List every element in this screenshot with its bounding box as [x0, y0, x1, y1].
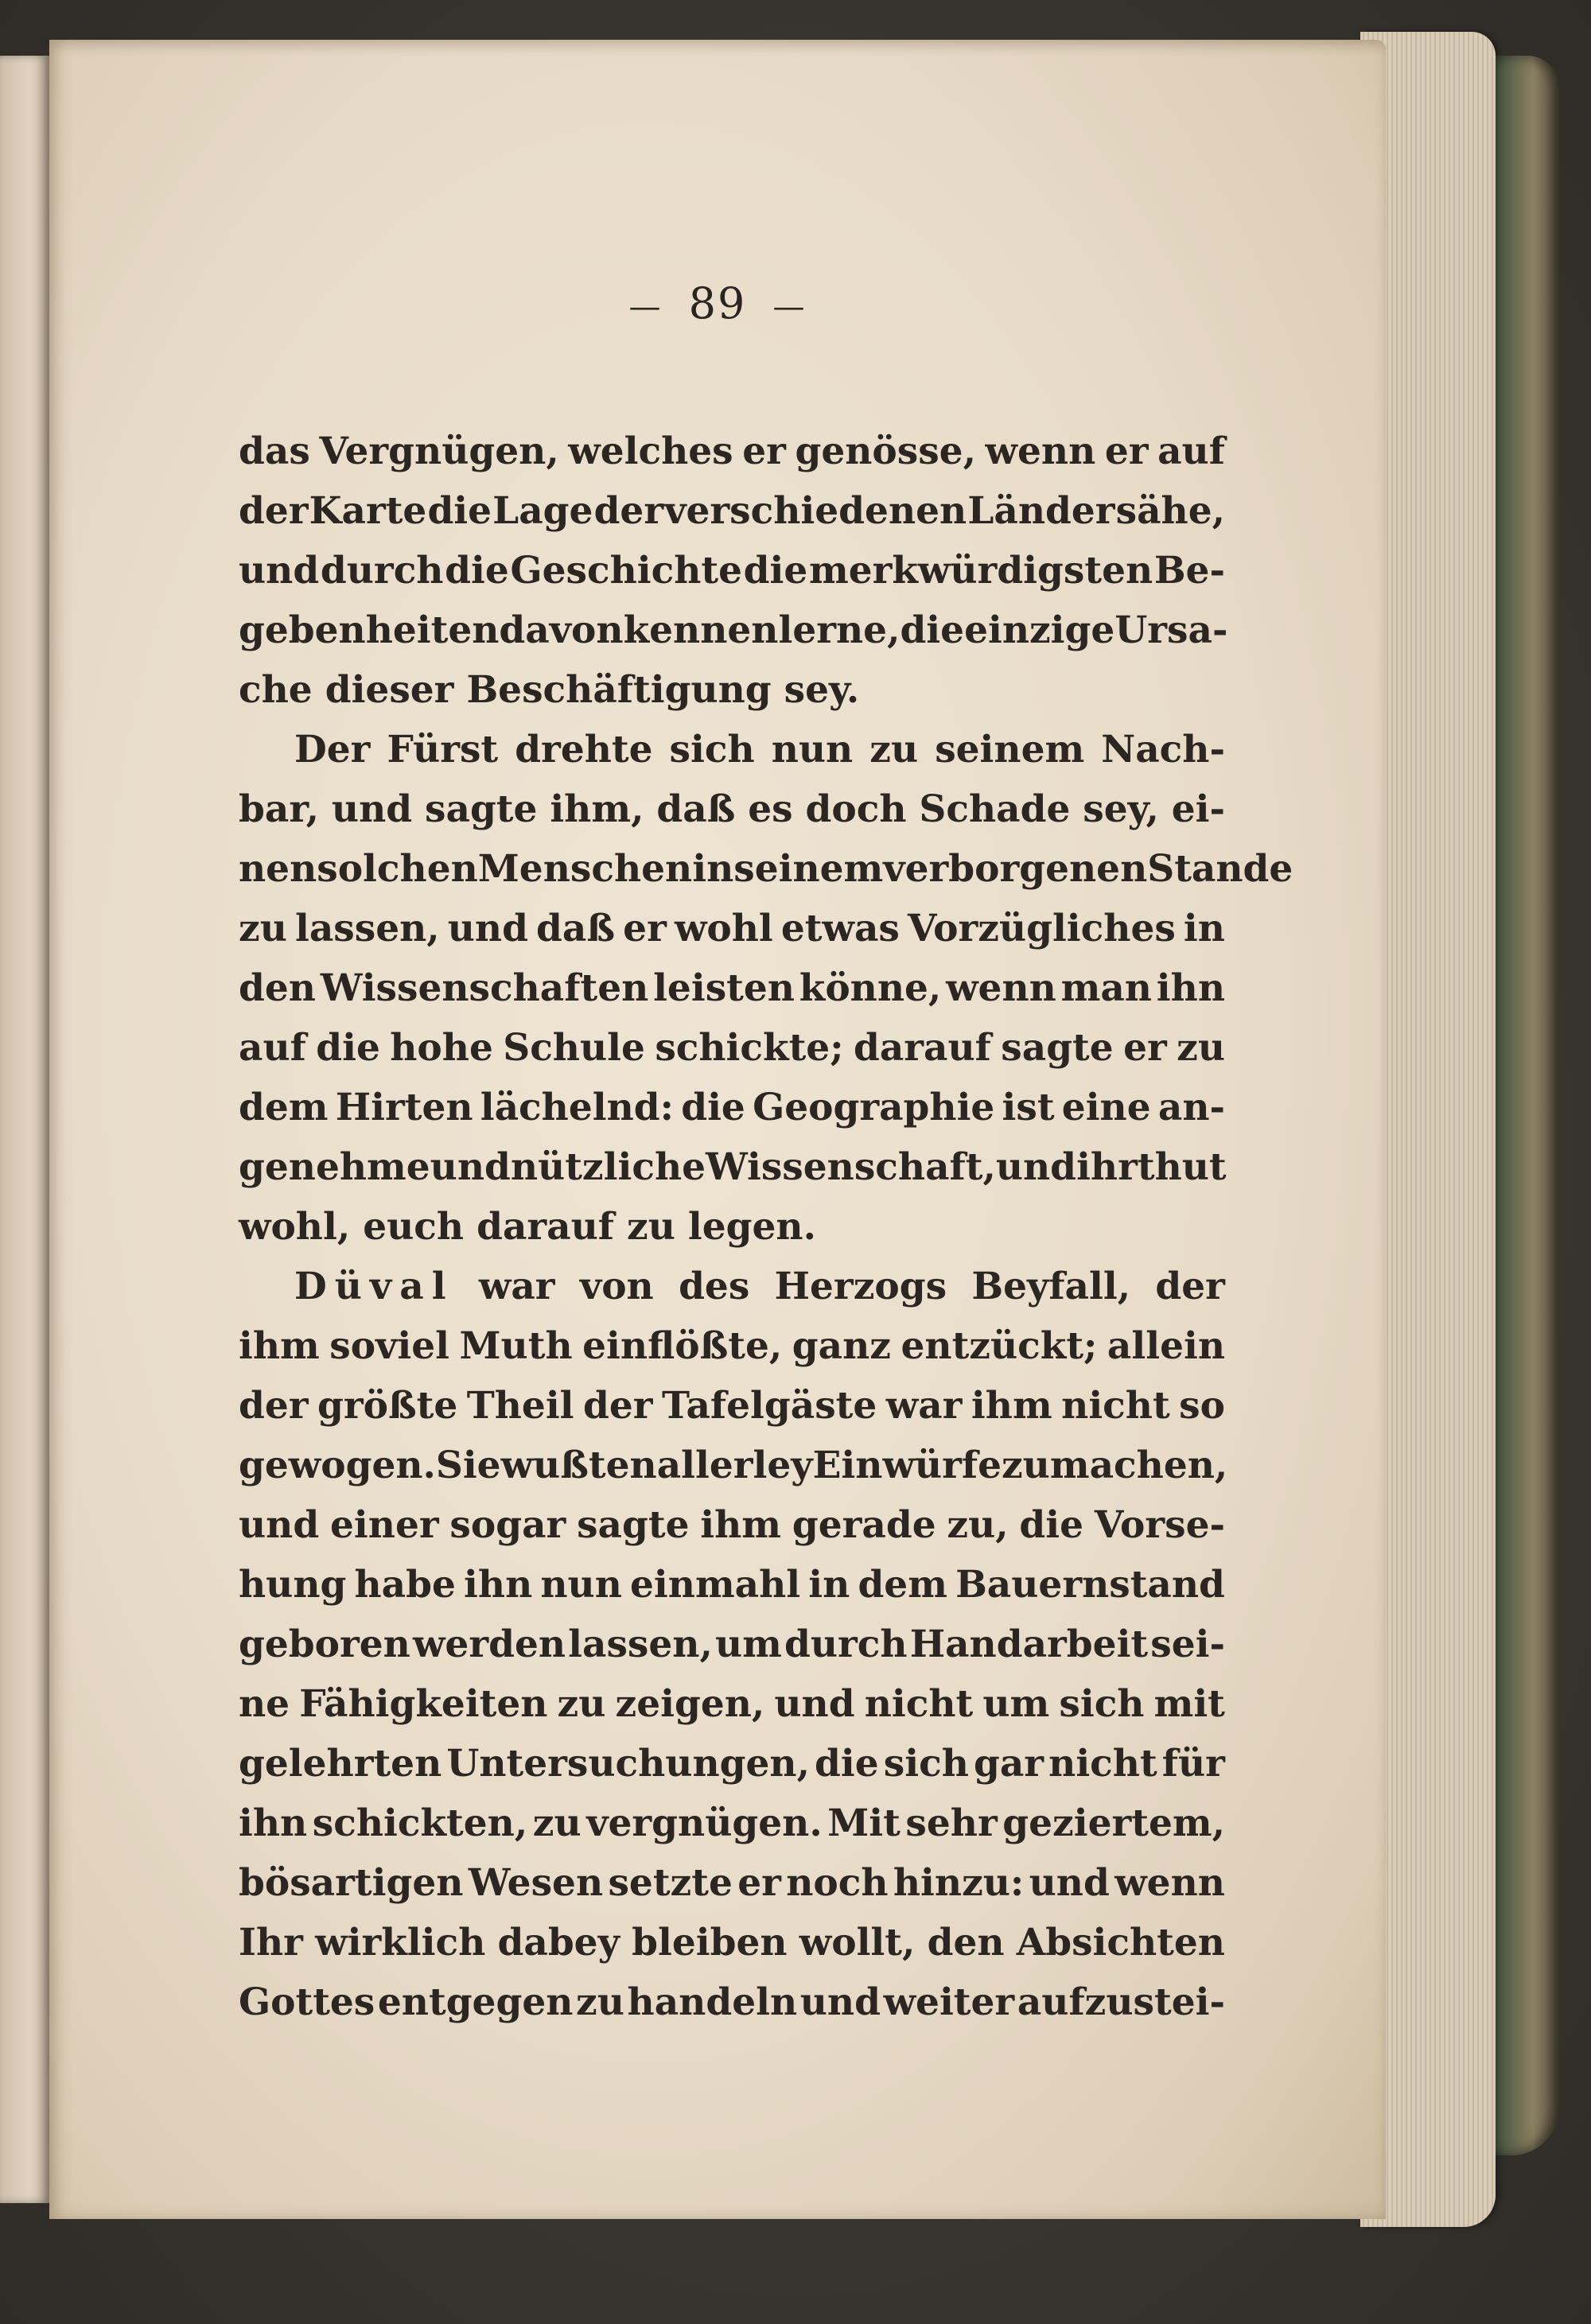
word: Handarbeit [909, 1623, 1149, 1666]
word: bösartigen [239, 1861, 464, 1905]
word: es [748, 787, 793, 831]
word: nicht [1061, 1384, 1170, 1428]
word: davon [499, 608, 624, 652]
text-line [239, 1436, 1228, 1495]
word: Lage [492, 489, 593, 533]
word: Be- [1153, 549, 1225, 593]
word: sagte [577, 1503, 690, 1547]
word: daß [536, 907, 616, 950]
word: entzückt; [901, 1324, 1098, 1368]
word: darauf [477, 1205, 615, 1249]
word: lächelnd: [480, 1086, 674, 1129]
word: einmahl [630, 1563, 801, 1607]
word: an- [1157, 1086, 1225, 1129]
word: zu, [947, 1503, 1009, 1547]
word: der [239, 489, 309, 533]
word: und [995, 1145, 1077, 1189]
word: soviel [329, 1324, 450, 1368]
word: dabey [497, 1921, 620, 1965]
word: ihn [1156, 966, 1225, 1010]
text-line [239, 1257, 1225, 1316]
text-line [239, 1018, 1225, 1078]
text-line [239, 720, 1225, 779]
word: die [427, 489, 492, 533]
word: auf [239, 1026, 306, 1070]
word: wenn [946, 966, 1056, 1010]
text-line [239, 779, 1225, 839]
word: und [331, 787, 413, 831]
text-line [239, 1913, 1225, 1972]
word: die [900, 608, 965, 652]
word: mit [1153, 1682, 1225, 1726]
word: der [593, 489, 664, 533]
word: Bauernstand [955, 1563, 1225, 1607]
word: gebenheiten [239, 608, 500, 652]
body-text [239, 422, 1293, 2032]
text-line [239, 1615, 1225, 1674]
word: aufzustei- [1017, 1980, 1225, 2024]
text-line [239, 1197, 1225, 1257]
word: bleiben [632, 1921, 788, 1965]
word: allein [1107, 1324, 1225, 1368]
word: der [239, 1384, 309, 1428]
word: seinem [733, 847, 884, 891]
word: um [982, 1682, 1050, 1726]
word: er [737, 1861, 781, 1905]
word: zu [557, 1682, 606, 1726]
word: hinzu: [893, 1861, 1025, 1905]
word: ei- [1171, 787, 1225, 831]
word: Menschen [477, 847, 693, 891]
word: thut [1137, 1145, 1227, 1189]
word: der [583, 1384, 653, 1428]
word: ihn [239, 1801, 308, 1845]
word: in [1183, 907, 1225, 950]
word: war [885, 1384, 963, 1428]
word: die [681, 1086, 745, 1129]
word: weiter [883, 1980, 1015, 2024]
word: ganz [792, 1324, 891, 1368]
word: nun [540, 1563, 622, 1607]
text-line [239, 899, 1225, 958]
word: welches [568, 429, 733, 473]
word: wirklich [315, 1921, 486, 1965]
word: zu [1177, 1026, 1225, 1070]
word: die [815, 1742, 879, 1786]
word: genehme [239, 1145, 430, 1189]
word: Nach- [1101, 728, 1225, 771]
left-page-edge [0, 56, 49, 2203]
word: die [316, 1026, 380, 1070]
word: legen. [687, 1205, 816, 1249]
word: so [1179, 1384, 1225, 1428]
word: auf [1157, 429, 1225, 473]
text-line [239, 1794, 1225, 1853]
word: daß [656, 787, 736, 831]
word: wollt, [799, 1921, 916, 1965]
word: vergnügen. [586, 1801, 823, 1845]
word: Ursa- [1114, 608, 1228, 652]
word: sei- [1150, 1623, 1225, 1666]
word: Fürst [387, 728, 499, 771]
word: ihn [464, 1563, 533, 1607]
word: man [1060, 966, 1152, 1010]
word: Vorzügliches [907, 907, 1176, 950]
word: größte [317, 1384, 458, 1428]
word: sich [1059, 1682, 1145, 1726]
word: Sie [435, 1444, 501, 1487]
word: zu [239, 907, 287, 950]
word: Düval [294, 1265, 454, 1308]
word: habe [354, 1563, 456, 1607]
word: nen [239, 847, 317, 891]
word: nützliche [510, 1145, 706, 1189]
word: zu [532, 1801, 582, 1845]
text-line [239, 1316, 1225, 1376]
text-line [239, 1674, 1225, 1734]
word: gar [973, 1742, 1044, 1786]
word: nun [771, 728, 854, 771]
word: zeigen, [615, 1682, 765, 1726]
word: handeln [627, 1980, 798, 2024]
word: Stande [1147, 847, 1293, 891]
word: die [1019, 1503, 1084, 1547]
word: Beyfall, [971, 1265, 1131, 1308]
word: darauf [853, 1026, 991, 1070]
word: zu [576, 1980, 624, 2024]
word: merkwürdigsten [808, 549, 1153, 593]
word: ne [239, 1682, 290, 1726]
word: allerley [656, 1444, 813, 1487]
word: wenn [1114, 1861, 1225, 1905]
word: der [1155, 1265, 1225, 1308]
text-line [239, 1495, 1225, 1555]
word: kennen [623, 608, 779, 652]
word: nicht [864, 1682, 974, 1726]
word: etwas [780, 907, 900, 950]
text-line [239, 1734, 1225, 1794]
word: Hirten [335, 1086, 473, 1129]
word: durch [784, 1623, 908, 1666]
word: entgegen [377, 1980, 574, 2024]
word: geziertem, [1002, 1801, 1225, 1845]
word: sich [669, 728, 755, 771]
word: doch [805, 787, 907, 831]
word: er [1123, 1026, 1167, 1070]
word: hohe [390, 1026, 493, 1070]
word: Untersuchungen, [446, 1742, 810, 1786]
word: Wissenschaften [320, 966, 649, 1010]
word: er [1104, 429, 1149, 473]
word: drehte [515, 728, 653, 771]
word: Wesen [468, 1861, 604, 1905]
word: ihm [971, 1384, 1052, 1428]
text-line [239, 1853, 1225, 1913]
word: Gottes [239, 1980, 375, 2024]
text-line [239, 600, 1228, 660]
word: Beschäftigung [466, 668, 772, 712]
text-line [239, 541, 1225, 600]
word: Wissenschaft, [706, 1145, 996, 1189]
word: einzige [964, 608, 1115, 652]
word: die [445, 549, 509, 593]
word: lerne, [778, 608, 901, 652]
word: schickten, [312, 1801, 528, 1845]
word: und [239, 549, 320, 593]
word: sich [883, 1742, 969, 1786]
word: Länder [967, 489, 1115, 533]
word: gerade [792, 1503, 936, 1547]
word: er [623, 907, 667, 950]
word: Schade [919, 787, 1071, 831]
word: geboren [239, 1623, 410, 1666]
word: die [743, 549, 808, 593]
word: eine [1061, 1086, 1151, 1129]
word: euch [363, 1205, 465, 1249]
word: schickte; [655, 1026, 844, 1070]
text-line [239, 1078, 1225, 1137]
word: und [799, 1980, 881, 2024]
word: Karte [309, 489, 427, 533]
word: verborgenen [883, 847, 1148, 891]
text-line [239, 1376, 1225, 1436]
word: Geschichte [510, 549, 742, 593]
word: wohl, [239, 1205, 351, 1249]
word: dem [239, 1086, 329, 1129]
word: Vergnügen, [319, 429, 559, 473]
word: gewogen. [239, 1444, 436, 1487]
word: in [808, 1563, 850, 1607]
word: könne, [799, 966, 942, 1010]
word: war [478, 1265, 555, 1308]
header-ornament-left: — [628, 289, 663, 325]
word: sogar [449, 1503, 566, 1547]
text-line [239, 1137, 1225, 1197]
word: zu [1001, 1444, 1050, 1487]
text-line [239, 422, 1225, 481]
word: sähe, [1115, 489, 1225, 533]
word: dieser [325, 668, 454, 712]
word: ihr [1076, 1145, 1138, 1189]
word: solchen [317, 847, 478, 891]
word: verschiedenen [664, 489, 967, 533]
word: genösse, [795, 429, 976, 473]
word: seinem [935, 728, 1085, 771]
word: zu [627, 1205, 675, 1249]
word: den [239, 966, 316, 1010]
word: Mit [827, 1801, 901, 1845]
text-line [239, 1555, 1225, 1615]
word: sey. [784, 668, 860, 712]
word: sey, [1083, 787, 1159, 831]
word: bar, [239, 787, 320, 831]
word: den [927, 1921, 1005, 1965]
word: dem [858, 1563, 947, 1607]
word: durch [320, 549, 444, 593]
word: Einwürfe [812, 1444, 1002, 1487]
word: von [579, 1265, 654, 1308]
page-number: 89 [688, 278, 747, 328]
word: Absichten [1016, 1921, 1225, 1965]
word: Vorse- [1094, 1503, 1225, 1547]
word: das [239, 429, 310, 473]
word: sehr [905, 1801, 998, 1845]
word: einflößte, [582, 1324, 783, 1368]
word: um [714, 1623, 782, 1666]
word: wenn [985, 429, 1096, 473]
word: wohl [674, 907, 773, 950]
word: lassen, [294, 907, 440, 950]
word: und [430, 1145, 511, 1189]
word: einer [330, 1503, 439, 1547]
word: in [692, 847, 734, 891]
word: sagte [425, 787, 538, 831]
word: Schule [503, 1026, 645, 1070]
word: Herzogs [774, 1265, 947, 1308]
word: werden [412, 1623, 566, 1666]
word: und [447, 907, 528, 950]
word: nicht [1048, 1742, 1157, 1786]
word: ihm [239, 1324, 320, 1368]
word: hung [239, 1563, 347, 1607]
word: che [239, 668, 313, 712]
word: wußten [500, 1444, 657, 1487]
page-header [49, 278, 1386, 328]
word: gelehrten [239, 1742, 442, 1786]
text-line [239, 1972, 1225, 2032]
word: ihm [700, 1503, 782, 1547]
word: sagte [1001, 1026, 1114, 1070]
word: Tafelgäste [662, 1384, 877, 1428]
header-ornament-right: — [772, 289, 807, 325]
word: des [679, 1265, 750, 1308]
word: er [742, 429, 786, 473]
word: ist [1002, 1086, 1055, 1129]
text-line [239, 660, 1225, 720]
word: und [1029, 1861, 1110, 1905]
word: für [1161, 1742, 1225, 1786]
word: Theil [466, 1384, 574, 1428]
text-line [239, 839, 1293, 899]
word: Muth [459, 1324, 573, 1368]
word: und [239, 1503, 320, 1547]
word: Der [294, 728, 371, 771]
word: noch [786, 1861, 889, 1905]
word: ihm, [550, 787, 644, 831]
word: setzte [608, 1861, 733, 1905]
word: leisten [653, 966, 795, 1010]
word: lassen, [568, 1623, 713, 1666]
text-line [239, 481, 1225, 541]
word: Geographie [753, 1086, 995, 1129]
word: machen, [1049, 1444, 1228, 1487]
word: Ihr [239, 1921, 303, 1965]
word: und [774, 1682, 855, 1726]
word: Fähigkeiten [299, 1682, 548, 1726]
word: zu [869, 728, 919, 771]
text-line [239, 958, 1225, 1018]
book-page [49, 40, 1386, 2219]
